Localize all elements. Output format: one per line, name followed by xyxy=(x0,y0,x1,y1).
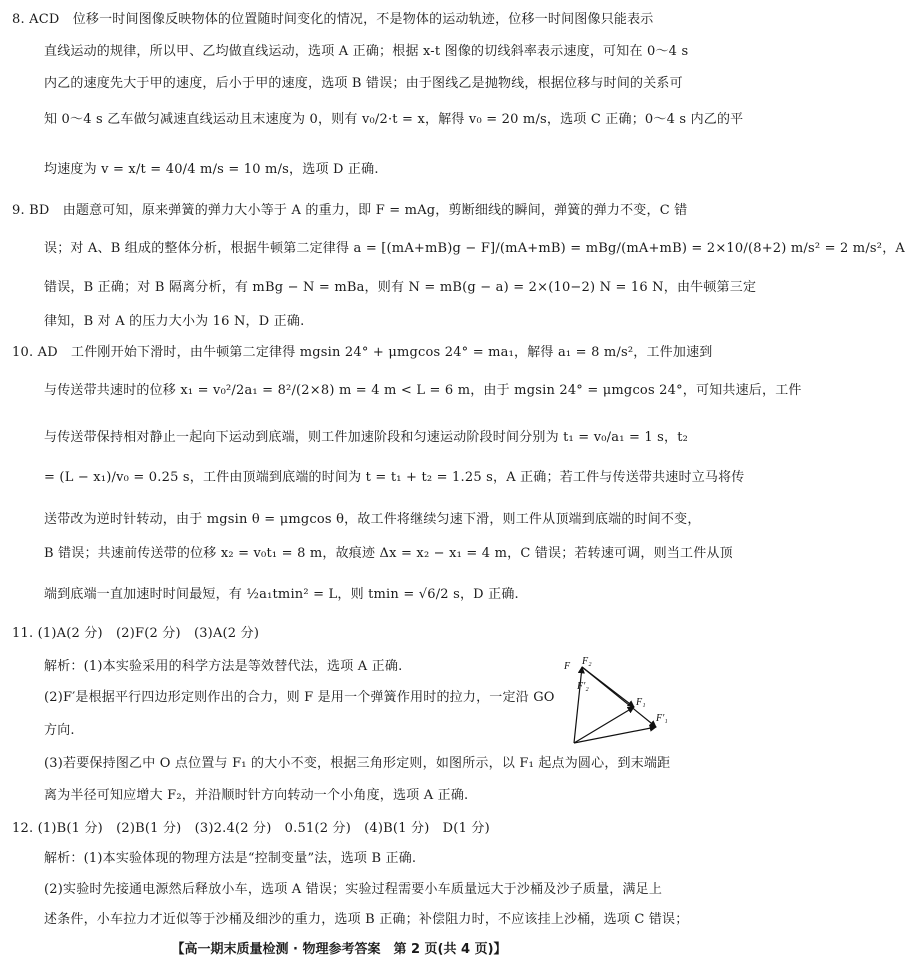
text-line: = (L − x₁)/v₀ = 0.25 s，工件由顶端到底端的时间为 t = t₁ + t₂ = 1.25 s，A 正确；若工件与传送带共速时立马将传 xyxy=(44,470,745,485)
text-line: 解析：(1)本实验采用的科学方法是等效替代法，选项 A 正确. xyxy=(44,659,403,674)
text-line: 解析：(1)本实验体现的物理方法是“控制变量”法，选项 B 正确. xyxy=(44,851,417,866)
label-f2-prime: F′₂ xyxy=(577,681,589,692)
text-line: 知 0～4 s 乙车做匀减速直线运动且末速度为 0，则有 v₀/2·t = x，解得 v₀ = 20 m/s，选项 C 正确；0～4 s 内乙的平 xyxy=(44,112,744,127)
label-f2: F₂ xyxy=(582,656,592,667)
text-line: 与传送带共速时的位移 x₁ = v₀²/2a₁ = 8²/(2×8) m = 4 m < L = 6 m，由于 mgsin 24° = μmgcos 24°，可知共速后，工件 xyxy=(44,383,802,398)
text-line: 与传送带保持相对静止一起向下运动到底端，则工件加速阶段和匀速运动阶段时间分别为 t₁ = v₀/a₁ = 1 s，t₂ xyxy=(44,430,689,445)
text-line: 10. AD 工件刚开始下滑时，由牛顿第二定律得 mgsin 24° + μmgcos 24° = ma₁，解得 a₁ = 8 m/s²，工件加速到 xyxy=(12,345,713,360)
text-line: 内乙的速度先大于甲的速度，后小于甲的速度，选项 B 错误；由于图线乙是抛物线，根据位移与时间的关系可 xyxy=(44,76,683,91)
text-line: 12. (1)B(1 分) (2)B(1 分) (3)2.4(2 分) 0.51(2 分) (4)B(1 分) D(1 分) xyxy=(12,821,490,836)
text-line: 端到底端一直加速时时间最短，有 ½a₁tmin² = L，则 tmin = √6/2 s，D 正确. xyxy=(44,587,519,602)
force-f-arrow xyxy=(574,667,582,743)
text-line: 律知，B 对 A 的压力大小为 16 N，D 正确. xyxy=(44,314,305,329)
text-line: 11. (1)A(2 分) (2)F(2 分) (3)A(2 分) xyxy=(12,626,260,641)
text-line: 直线运动的规律，所以甲、乙均做直线运动，选项 A 正确；根据 x-t 图像的切线斜率表示速度，可知在 0～4 s xyxy=(44,44,689,59)
text-line: 错误，B 正确；对 B 隔离分析，有 mBg − N = mBa，则有 N = mB(g − a) = 2×(10−2) N = 16 N，由牛顿第三定 xyxy=(44,280,757,295)
text-line: 9. BD 由题意可知，原来弹簧的弹力大小等于 A 的重力，即 F = mAg，剪断细线的瞬间，弹簧的弹力不变，C 错 xyxy=(12,203,688,218)
text-line: (2)F′是根据平行四边形定则作出的合力，则 F 是用一个弹簧作用时的拉力，一定沿 GO xyxy=(44,690,555,705)
label-f1-prime: F′₁ xyxy=(656,713,668,724)
label-f: F xyxy=(564,661,571,672)
text-line: 方向. xyxy=(44,723,75,738)
text-line: 述条件，小车拉力才近似等于沙桶及细沙的重力，选项 B 正确；补偿阻力时，不应该挂上沙桶，选项 C 错误； xyxy=(44,912,689,927)
label-f1: F₁ xyxy=(636,697,646,708)
text-line: (3)若要保持图乙中 O 点位置与 F₁ 的大小不变，根据三角形定则，如图所示，以 F₁ 起点为圆心，到末端距 xyxy=(44,756,671,771)
text-line: 送带改为逆时针转动，由于 mgsin θ = μmgcos θ，故工件将继续匀速下滑，则工件从顶端到底端的时间不变， xyxy=(44,512,701,527)
text-line: 离为半径可知应增大 F₂，并沿顺时针方向转动一个小角度，选项 A 正确. xyxy=(44,788,469,803)
text-line: (2)实验时先接通电源然后释放小车，选项 A 错误；实验过程需要小车质量远大于沙桶及沙子质量，满足上 xyxy=(44,882,663,897)
force-triangle-diagram xyxy=(560,655,672,755)
page-footer: 【高一期末质量检测 · 物理参考答案 第 2 页(共 4 页)】 xyxy=(171,942,507,957)
text-line: 8. ACD 位移一时间图像反映物体的位置随时间变化的情况，不是物体的运动轨迹，位移一时间图像只能表示 xyxy=(12,12,654,27)
text-line: 均速度为 v = x/t = 40/4 m/s = 10 m/s，选项 D 正确. xyxy=(44,162,379,177)
text-line: 误；对 A、B 组成的整体分析，根据牛顿第二定律得 a = [(mA+mB)g − F]/(mA+mB) = mBg/(mA+mB) = 2×10/(8+2) m/s² = 2 m/s²，A xyxy=(44,241,905,256)
text-line: B 错误；共速前传送带的位移 x₂ = v₀t₁ = 8 m，故痕迹 Δx = x₂ − x₁ = 4 m，C 错误；若转速可调，则当工件从顶 xyxy=(44,546,733,561)
